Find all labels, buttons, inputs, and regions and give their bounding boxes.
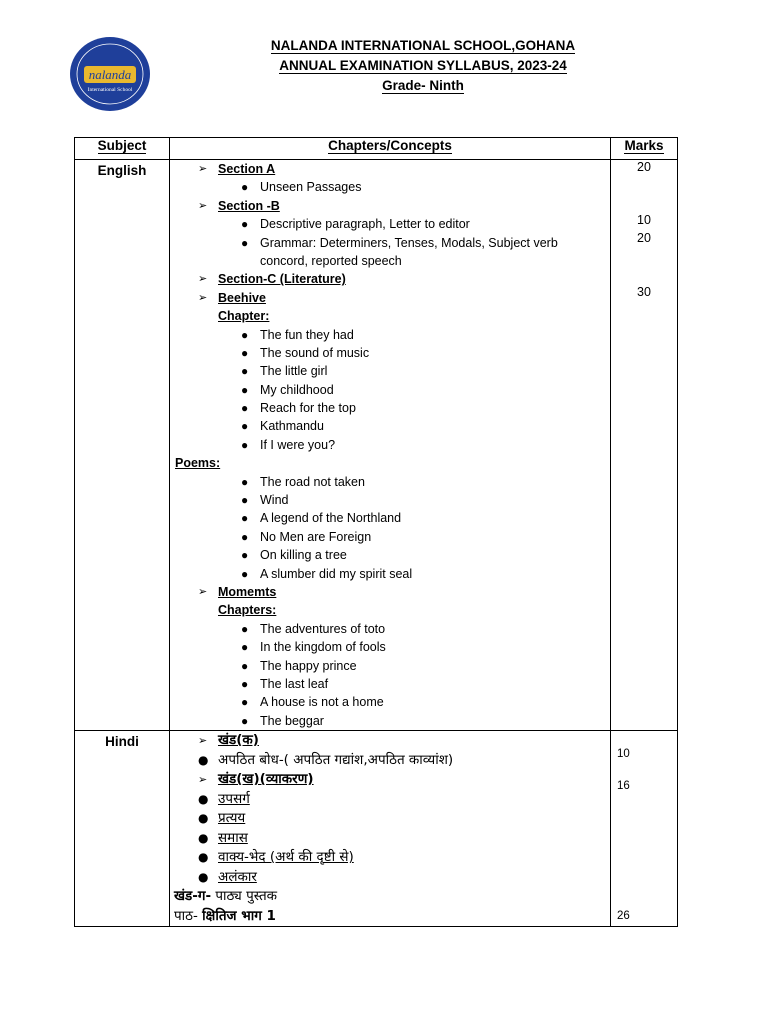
bullet-icon: ● xyxy=(241,713,249,728)
english-row xyxy=(75,160,678,731)
arrow-icon: ➢ xyxy=(198,199,208,212)
list-item: प्रत्यय xyxy=(218,810,246,827)
khand-ga-text: पाठ्य पुस्तक xyxy=(211,888,278,905)
list-item: Unseen Passages xyxy=(260,180,362,195)
bullet-icon: ● xyxy=(241,676,249,691)
list-item: उपसर्ग xyxy=(218,790,250,807)
marks-section-a: 20 xyxy=(637,160,651,174)
exam-title: ANNUAL EXAMINATION SYLLABUS, 2023-24 xyxy=(279,58,567,73)
beehive-label: Beehive xyxy=(218,290,266,305)
document-header xyxy=(220,36,626,96)
khand-ga-label: खंड-ग- xyxy=(174,888,212,905)
chapters-label: Chapters: xyxy=(218,603,277,618)
list-item: Reach for the top xyxy=(260,401,356,416)
list-item: Grammar: Determiners, Tenses, Modals, Subject verb xyxy=(260,235,558,250)
bullet-icon: ● xyxy=(198,752,209,767)
bullet-icon: ● xyxy=(241,437,249,452)
marks-descriptive: 10 xyxy=(637,213,651,227)
chapter-label: Chapter: xyxy=(218,309,270,324)
bullet-icon: ● xyxy=(241,364,249,379)
bullet-icon: ● xyxy=(241,382,249,397)
header-marks: Marks xyxy=(611,138,678,160)
marks-pathya: 26 xyxy=(617,910,630,923)
arrow-icon: ➢ xyxy=(198,291,208,304)
subject-hindi: Hindi xyxy=(75,731,170,927)
bullet-icon: ● xyxy=(198,869,209,884)
list-item: The adventures of toto xyxy=(260,621,386,636)
bullet-icon: ● xyxy=(241,621,249,636)
logo-subtext: International School xyxy=(87,87,133,93)
bullet-icon: ● xyxy=(241,180,249,195)
list-item: In the kingdom of fools xyxy=(260,640,386,655)
list-item: Wind xyxy=(260,493,289,508)
logo-name: nalanda xyxy=(88,67,132,82)
moments-label: Momemts xyxy=(218,584,277,599)
arrow-icon: ➢ xyxy=(198,273,208,286)
bullet-icon: ● xyxy=(241,493,249,508)
arrow-icon: ➢ xyxy=(198,163,208,175)
hindi-chapters xyxy=(170,731,611,927)
bullet-icon: ● xyxy=(241,529,249,544)
bullet-icon: ● xyxy=(241,658,249,673)
list-item: A slumber did my spirit seal xyxy=(260,566,413,581)
table-header-row xyxy=(75,138,678,160)
bullet-icon: ● xyxy=(241,419,249,434)
marks-apathit: 10 xyxy=(617,748,630,761)
syllabus-table xyxy=(74,137,678,927)
header-chapters: Chapters/Concepts xyxy=(170,138,611,160)
hindi-marks xyxy=(611,731,678,927)
list-item: On killing a tree xyxy=(260,548,347,563)
list-item-continuation: concord, reported speech xyxy=(260,253,402,268)
section-c-label: Section-C (Literature) xyxy=(218,272,346,287)
bullet-icon: ● xyxy=(198,811,209,826)
list-item: The sound of music xyxy=(260,345,370,360)
list-item: Kathmandu xyxy=(260,419,324,434)
bullet-icon: ● xyxy=(241,566,249,581)
list-item: The little girl xyxy=(260,364,328,379)
school-name: NALANDA INTERNATIONAL SCHOOL,GOHANA xyxy=(270,38,576,53)
school-logo xyxy=(69,36,151,112)
bullet-icon: ● xyxy=(241,345,249,360)
arrow-icon: ➢ xyxy=(198,773,208,787)
section-a-label: Section A xyxy=(218,162,276,176)
arrow-icon: ➢ xyxy=(198,734,208,748)
list-item: No Men are Foreign xyxy=(260,529,372,544)
marks-literature: 30 xyxy=(637,285,651,299)
list-item: The fun they had xyxy=(260,327,354,342)
arrow-icon: ➢ xyxy=(198,585,208,598)
path-book: क्षितिज भाग 1 xyxy=(202,907,276,924)
list-item: The happy prince xyxy=(260,658,357,673)
list-item: समास xyxy=(218,829,248,846)
bullet-icon: ● xyxy=(241,640,249,655)
section-b-label: Section -B xyxy=(218,198,280,213)
bullet-icon: ● xyxy=(198,830,209,845)
list-item: The beggar xyxy=(260,713,324,728)
list-item: वाक्य-भेद (अर्थ की दृष्टी से) xyxy=(218,849,354,866)
list-item: A house is not a home xyxy=(260,695,384,710)
list-item: A legend of the Northland xyxy=(260,511,402,526)
list-item: The road not taken xyxy=(260,474,365,489)
khand-kha-label: खंड(ख)(व्याकरण) xyxy=(218,771,314,788)
bullet-icon: ● xyxy=(241,235,249,250)
marks-vyakaran: 16 xyxy=(617,780,630,793)
english-chapters xyxy=(170,160,611,731)
bullet-icon: ● xyxy=(241,695,249,710)
list-item: अपठित बोध-( अपठित गद्यांश,अपठित काव्यांश) xyxy=(218,751,454,768)
khand-ka-label: खंड(क) xyxy=(218,732,259,749)
bullet-icon: ● xyxy=(241,401,249,416)
header-subject: Subject xyxy=(75,138,170,160)
list-item: अलंकार xyxy=(218,868,257,885)
list-item: My childhood xyxy=(260,382,334,397)
bullet-icon: ● xyxy=(198,791,209,806)
hindi-row xyxy=(75,731,678,927)
bullet-icon: ● xyxy=(241,548,249,563)
bullet-icon: ● xyxy=(241,474,249,489)
list-item: Descriptive paragraph, Letter to editor xyxy=(260,217,470,232)
list-item: The last leaf xyxy=(260,676,329,691)
subject-english: English xyxy=(75,160,170,731)
list-item: If I were you? xyxy=(260,437,336,452)
poems-label: Poems: xyxy=(175,456,221,471)
bullet-icon: ● xyxy=(241,327,249,342)
english-marks xyxy=(611,160,678,731)
bullet-icon: ● xyxy=(241,217,249,232)
grade-title: Grade- Ninth xyxy=(382,78,464,93)
path-prefix: पाठ- xyxy=(174,907,203,924)
bullet-icon: ● xyxy=(198,850,209,865)
marks-grammar: 20 xyxy=(637,231,651,245)
bullet-icon: ● xyxy=(241,511,249,526)
